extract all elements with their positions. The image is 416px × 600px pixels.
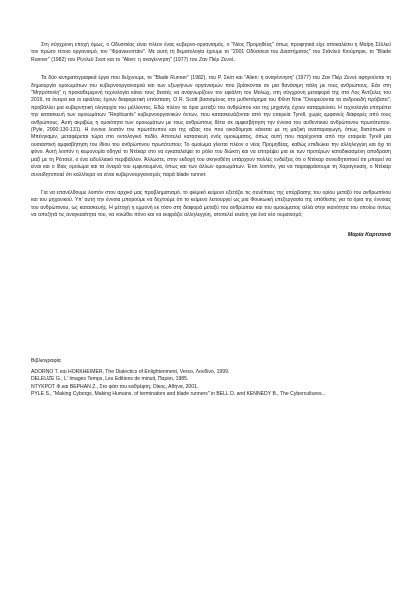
paragraph-3: Για να επανέλθουμε λοιπόν στον αρχικό μας προβληματισμό, το φιλμικό κείμενο εξετάζει τις συνέπειες της υπέρβασης του ορίου μεταξύ του ανθρωπίνου και του μηχανικού. Υπ' αυτή την έννοια μπορούμε να δεχτούμε ότι το κείμενο λειτουργεί ως μια Φουκωική επεξεργασία της υπόθεσης για τα όρια της έννοιας του ανθρώπινου, ως κατασκευής. Η μέτοχή η εμμονή εκ τόσο στη διαφορά μεταξύ του ανθρώπου και του ομοιώματος αλλά στην ικανότητα του οποίου όντως να αποζητά τις αναγκαιότητα του, να νοιώθει πόνο και να εκφράζει αλληλεγγύη, αποτελεί εκείνη για ένα νέο ουμανισμό; — [31, 189, 391, 219]
bibliography-list — [31, 369, 391, 398]
bibliography-item: ΝΤΥΚΡΟΤ Φ.και ΒΕΡΗΑΝ Ζ., Στο φάτι του καθρέφτη, Οίκος, Αθήνα, 2001. — [31, 383, 199, 390]
bibliography-item: DELEUZE G., L' Images Temps, Les Editions de minuit, Παρίσι, 1985. — [31, 376, 189, 383]
bibliography-section — [31, 358, 391, 398]
bibliography-item: PYLE S., "Making Cyborgs, Making Humans, of terminators and blade runners" in BELL D. and KENNEDY B., The Cybercultures... — [31, 390, 326, 397]
bibliography-title: Βιβλιογραφία — [31, 358, 61, 364]
bibliography-item: ADORNO T. και HORKHEIMER, The Dialectics of Enlightenment, Verso, Λονδίνο, 1999. — [31, 369, 230, 376]
paragraph-2: Τα δύο κινηματογραφικά έργα που δείχνουμε, το "Blade Runner" (1982), του Ρ. Σκότ και "Alien: η αναγέννηση" (1977) του Ζαν Πιέρ Ζεννέ αφηγούνται τη δημιουργία ομοιωμάτων του κυβερνοοργανισμού και των εξωγήινων οργανισμών που βρίσκονται σε μια θανάσιμη πάλη με τους ανθρώπους. Εάν στη "Μητρόπολη" η προκαθεμερινή τεχνολογία κάνει τους θεατές να αναγνωρίζουν τον εφιάλτη του Μολώχ, στη σύγχρονη μεταφορά της στο Λος Άντζελες του 2019, τα όνειρα και οι εφιάλτες έχουν διαφορετική υπόσταση. Ο R. Scott βασισμένος στο μυθιστόρημα του Φίλιπ Ντικ "Ονειρεύονται τα ανδροειδή πρόβατα", προβάλλει μια κυβερνητική ολιγαρχία του μέλλοντος. Εδώ πλέον τα όρια μεταξύ του ανθρώπου και της μηχανής έχουν καταρρεύσει. Η τεχνολογία επιτρέπει την κατασκευή των ομοιωμάτων "Replicants" κυβερνοοργανικών όντων, που κατασκευάζονται από την εταιρεία Tyrell, χωρίς εμφανείς διαφορές από τους ανθρώπους. Αυτή ακριβώς η ομοιότητα των ομοιωμάτων με τους ανθρώπους θέτει σε αμφισβήτηση την έννοια του αυθεντικού ανθρώπινου πρωτότυπου. (Pyle, 2000:130-131). Η έννοια λοιπόν του πρωτότυπου και της αξίας του που οικοδόμησε κάνεται με τη μαζική αναπαραγωγή, όπως διατύπωσε ο Μπένγιαμιν, μεταφέρεται τώρα στο οντολογικό πεδίο. Αποτελεί κατασκευή ενός ομοιώματος, όπως αυτή που παρέχονται από την εταιρεία Tyrell μια ουσιαστική αμφισβήτηση του ίδιου του ανθρώπινου πρωτότυπου; Το ομοίωμα γίνεται πλέον ο νέος Προμηθέας, καθώς επιδιώκει την αλληλεγγύη και όχι το φόνο. Αυτή λοιπόν η κειμονομία οδηγεί το Ντέκαρ στο να εγκαταλείψει το ρόλο του διώκτη και να επιτρέψει μια εκ των προτέρων καταδικασμένη αποδραση μαζί με τη Ρέιτσελ, ο ένα ειδυλλιακό περιβάλλον. Άλλωστε, στην εκδοχή του σκηνοθέτη υπάρχουν πολλές ενδείξεις ότι ο Ντέκαρ συνειδητοποιεί ότι μπορεί να είναι και ο ίδιος ομοίωμα και τα όνειρά του εμφυτευμένα, όπως και των άλλων ομοιωμάτων. Έτσι λοιπόν, για να παραφράσουμε τη Χαραγουαίη, ο Ντέκαρ συνειδητοποιεί ότι καλλίτερα να είναι κυβερνοοργανισμός παρά blade runner. — [31, 75, 391, 178]
author-signature: Μαρία Καρτσανά — [347, 231, 391, 238]
article-body — [31, 42, 391, 239]
paragraph-1: Στη σύγχρονη εποχή όμως, ο Οδυσσέας είναι πλέον ένας κυβερνο-οργανισμός, ο "Νέος Προμηθέας" όπως προφητικά είχε αποκαλέσει η Μαίρη Σέλλεϋ τον πρώτο τέτοιο οργανισμό, τον "Φρανκενστάιν". Με αυτή τη θεματολογία έχουμε το "2001 Οδύσσεια του Διαστήματος" του Στάνλεϋ Κιούμπρικ, το "Blade Runner" (1982) του Ρίντλεϋ Σκοτ και το "Alien: η αναγέννηση" (1977) του Ζαν Πιέρ Ζεννέ. — [31, 42, 391, 63]
